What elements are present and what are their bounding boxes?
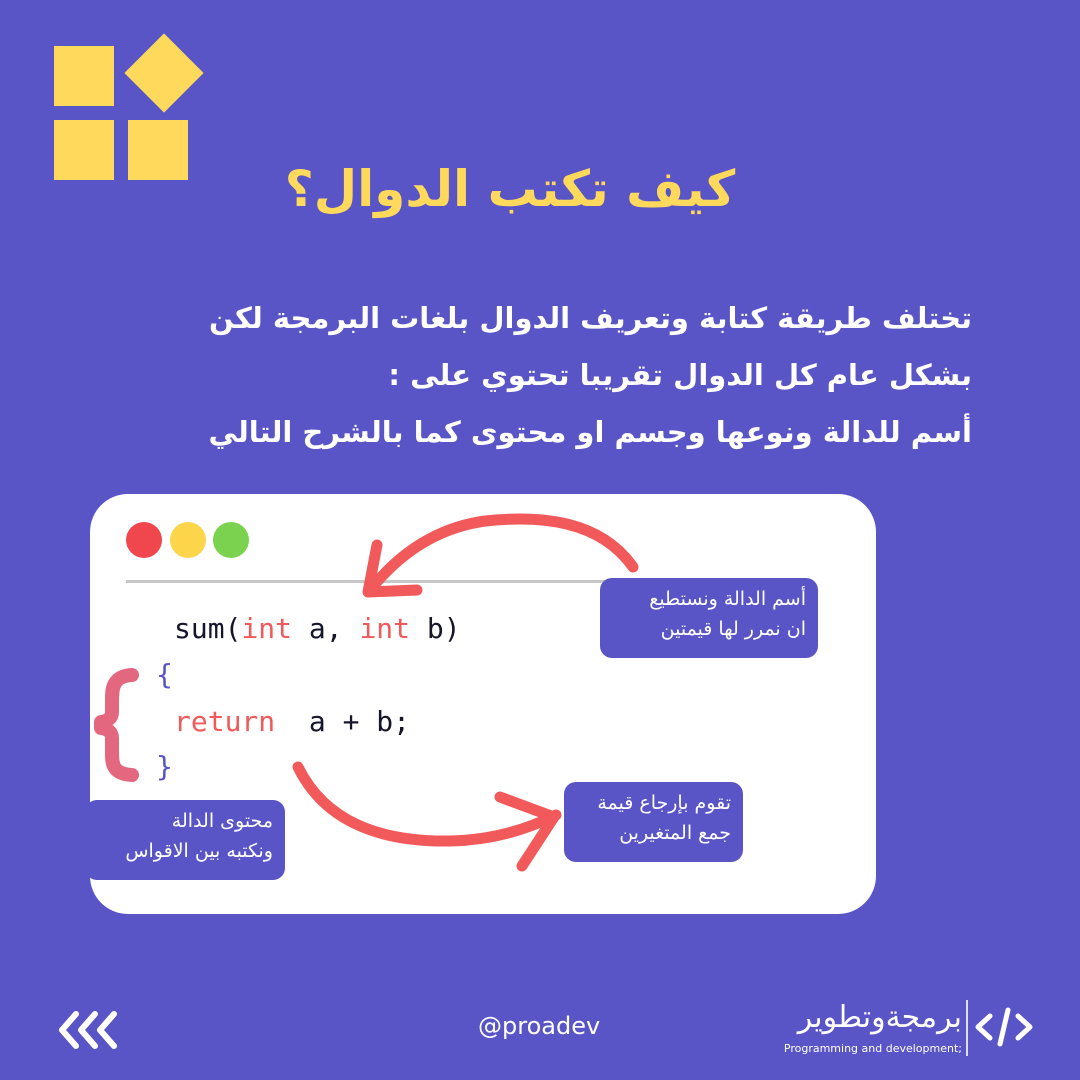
intro-line: تختلف طريقة كتابة وتعريف الدوال بلغات البرمجة لكن <box>208 301 972 335</box>
code-return-expression: a + b; <box>275 705 411 738</box>
code-tag-icon <box>974 1004 1034 1050</box>
callout-line: تقوم بإرجاع قيمة <box>597 792 731 814</box>
code-param: b) <box>410 612 461 645</box>
callout-line: ان نمرر لها قيمتين <box>660 618 806 640</box>
brand-tagline: Programming and development; <box>783 1042 962 1055</box>
code-keyword-int: int <box>241 612 293 645</box>
callout-function-body <box>85 800 285 880</box>
callout-return-value <box>564 782 743 862</box>
callout-line: جمع المتغيرين <box>619 822 731 844</box>
arrow-to-function-name-icon <box>368 519 633 592</box>
callout-line: أسم الدالة ونستطيع <box>649 588 806 610</box>
callout-line: ونكتبه بين الاقواس <box>125 840 273 862</box>
intro-line: بشكل عام كل الدوال تقريبا تحتوي على : <box>388 358 972 392</box>
intro-line: أسم للدالة ونوعها وجسم او محتوى كما بالشرح التالي <box>208 415 972 449</box>
callout-function-name <box>600 578 818 658</box>
social-handle: @proadev <box>478 1012 601 1040</box>
callout-line: محتوى الدالة <box>171 810 273 832</box>
code-keyword-int: int <box>359 612 411 645</box>
page-title: كيف تكتب الدوال؟ <box>284 160 736 218</box>
code-param: a, <box>292 612 360 645</box>
code-keyword-return: return <box>174 705 276 738</box>
code-open-brace: { <box>156 658 173 691</box>
code-function-name: sum( <box>174 612 242 645</box>
arrow-to-return-callout-icon <box>298 767 556 866</box>
brand-divider <box>966 1000 968 1056</box>
brand-name: برمجةوتطوير <box>797 1000 962 1035</box>
triple-chevron-left-icon[interactable] <box>54 1008 126 1052</box>
code-close-brace: } <box>156 750 173 783</box>
curly-brace-icon <box>101 675 132 775</box>
